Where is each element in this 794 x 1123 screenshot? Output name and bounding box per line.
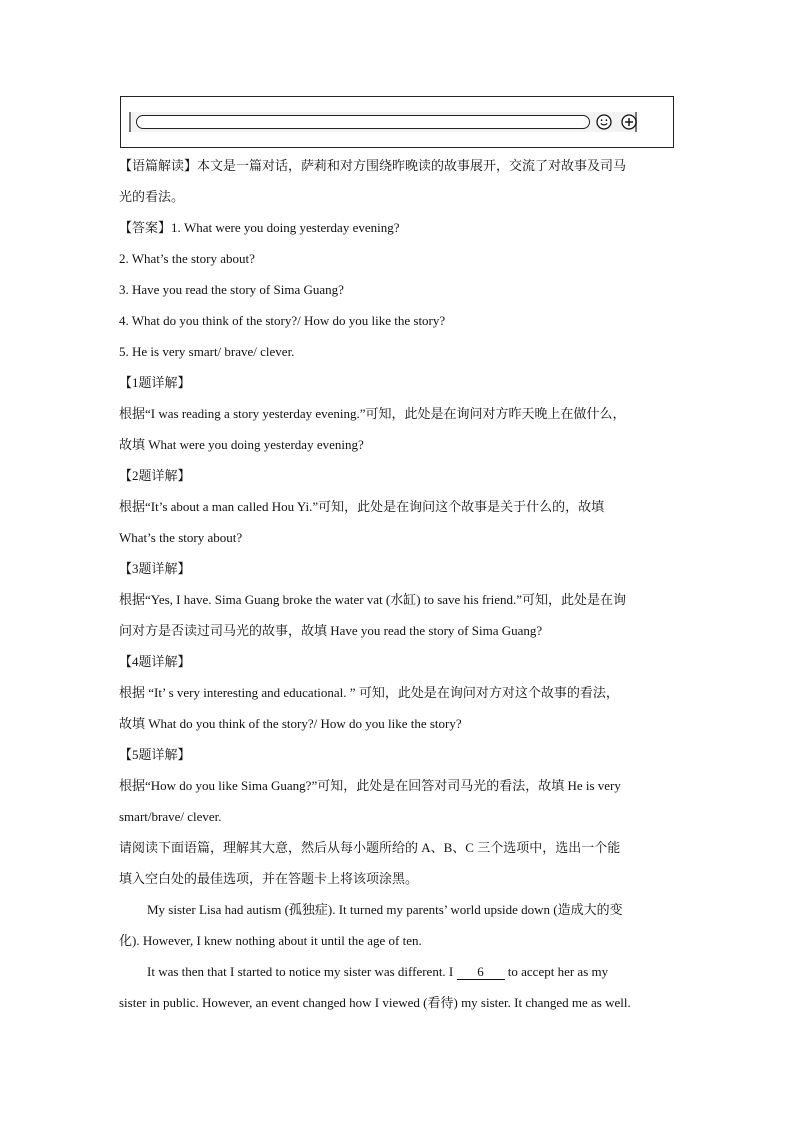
passage-p1-line-2: 化). However, I knew nothing about it until the age of ten. (119, 933, 422, 948)
plus-circle-icon[interactable] (621, 114, 637, 130)
passage-p2-line-2: sister in public. However, an event changed how I viewed (看待) my sister. It changed me as well. (119, 995, 631, 1010)
chat-input-box (120, 96, 674, 148)
detail-3-line-2: 问对方是否读过司马光的故事，故填 Have you read the story of Sima Guang? (119, 623, 543, 638)
passage-p2-text-before: It was then that I started to notice my sister was different. I (147, 964, 454, 979)
document-body (119, 150, 679, 1018)
instructions-line-2: 填入空白处的最佳选项，并在答题卡上将该项涂黑。 (119, 871, 419, 886)
answer-blank-6: 6 (457, 964, 505, 980)
passage-p1-line-1: My sister Lisa had autism (孤独症). It turned my parents’ world upside down (造成大的变 (147, 902, 623, 917)
intro-line-1: 【语篇解读】本文是一篇对话，萨莉和对方围绕昨晚读的故事展开，交流了对故事及司马 (119, 158, 627, 173)
intro-line-2: 光的看法。 (119, 189, 185, 204)
detail-3-title: 【3题详解】 (119, 561, 191, 576)
detail-1-line-1: 根据“I was reading a story yesterday evening.”可知，此处是在询问对方昨天晚上在做什么， (119, 406, 626, 421)
detail-5-line-2: smart/brave/ clever. (119, 809, 222, 824)
detail-1-title: 【1题详解】 (119, 375, 191, 390)
smiley-face-icon[interactable] (596, 114, 612, 130)
answer-3: 3. Have you read the story of Sima Guang? (119, 282, 344, 297)
instructions-line-1: 请阅读下面语篇，理解其大意，然后从每小题所给的 A、B、C 三个选项中，选出一个能 (119, 840, 621, 855)
answer-1: 【答案】1. What were you doing yesterday evening? (119, 220, 400, 235)
chat-toolbar (129, 112, 637, 132)
answer-4: 4. What do you think of the story?/ How do you like the story? (119, 313, 446, 328)
detail-5-title: 【5题详解】 (119, 747, 191, 762)
detail-3-line-1: 根据“Yes, I have. Sima Guang broke the water vat (水缸) to save his friend.”可知，此处是在询 (119, 592, 627, 607)
detail-4-line-2: 故填 What do you think of the story?/ How do you like the story? (119, 716, 462, 731)
detail-4-title: 【4题详解】 (119, 654, 191, 669)
detail-5-line-1: 根据“How do you like Sima Guang?”可知，此处是在回答对司马光的看法，故填 He is very (119, 778, 621, 793)
passage-p2-text-after: to accept her as my (507, 964, 609, 979)
answer-2: 2. What’s the story about? (119, 251, 255, 266)
detail-2-line-2: What’s the story about? (119, 530, 243, 545)
detail-2-title: 【2题详解】 (119, 468, 191, 483)
chat-text-input[interactable] (136, 115, 590, 129)
detail-2-line-1: 根据“It’s about a man called Hou Yi.”可知，此处是在询问这个故事是关于什么的，故填 (119, 499, 605, 514)
answer-5: 5. He is very smart/ brave/ clever. (119, 344, 295, 359)
detail-4-line-1: 根据 “It’ s very interesting and educational. ” 可知，此处是在询问对方对这个故事的看法， (119, 685, 619, 700)
passage-p2-line-1 (119, 956, 679, 987)
detail-1-line-2: 故填 What were you doing yesterday evening? (119, 437, 364, 452)
